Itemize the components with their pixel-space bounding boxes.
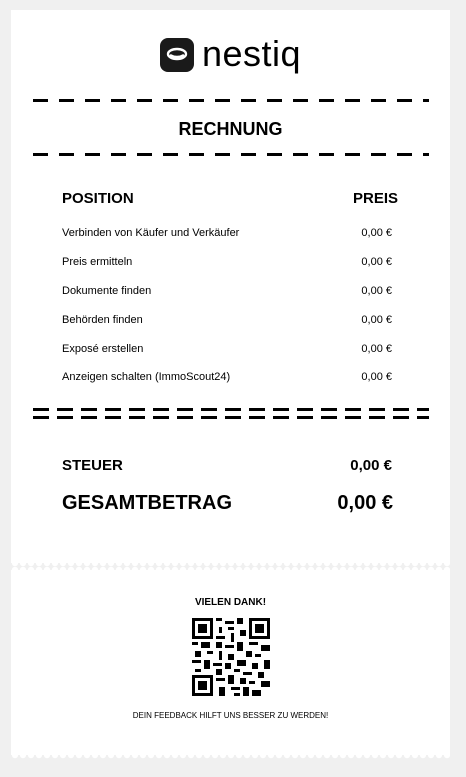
line-item-price: 0,00 € [361,343,392,355]
line-item [62,343,392,355]
column-header-position: POSITION [62,190,134,207]
line-item-label: Behörden finden [62,314,143,326]
total-value: 0,00 € [337,492,393,514]
divider-double [33,408,429,419]
line-item-label: Anzeigen schalten (ImmoScout24) [62,371,231,383]
receipt-title: RECHNUNG [178,119,283,139]
line-item [62,285,392,297]
receipt-main [11,10,450,563]
line-item-price: 0,00 € [361,256,392,268]
line-item-price: 0,00 € [361,285,392,297]
line-item-price: 0,00 € [361,314,392,326]
nest-bowl-icon [160,38,194,72]
thanks-message: VIELEN DANK! [194,597,267,608]
column-header-price: PREIS [352,190,398,207]
line-item-label: Verbinden von Käufer und Verkäufer [62,227,240,239]
line-item-price: 0,00 € [361,371,392,383]
tax-row [62,457,392,474]
line-item-label: Exposé erstellen [62,343,144,355]
brand-logo [11,33,450,74]
receipt-footer [11,570,450,755]
line-item [62,256,392,268]
qr-code-icon[interactable] [192,618,270,696]
receipt-edge-scalloped [11,755,450,761]
tax-value: 0,00 € [350,457,392,474]
divider-dashed-bottom [33,153,429,156]
line-item-label: Dokumente finden [62,285,152,297]
total-row [62,492,393,515]
line-item [62,314,392,326]
tax-label: STEUER [62,457,123,474]
receipt-edge-scalloped [11,564,450,570]
total-label: GESAMTBETRAG [62,492,232,514]
divider-dashed-top [33,99,429,102]
feedback-message: DEIN FEEDBACK HILFT UNS BESSER ZU WERDEN! [132,711,329,720]
line-item-price: 0,00 € [361,227,392,239]
brand-name: nestiq [201,33,302,74]
line-item [62,371,392,383]
line-item-label: Preis ermitteln [62,256,133,268]
line-item [62,227,392,239]
